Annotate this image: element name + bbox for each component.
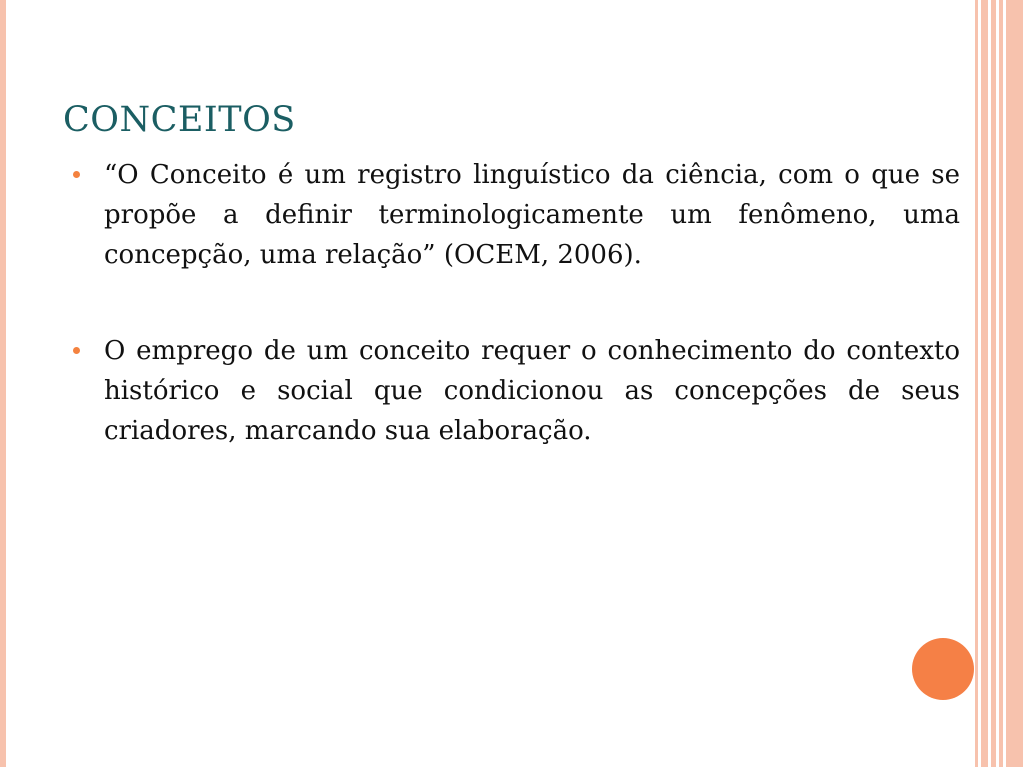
slide-title: CONCEITOS (63, 100, 296, 140)
bullet-item (70, 331, 960, 451)
right-stripe-decoration (999, 0, 1003, 767)
bullet-text: “O Conceito é um registro linguístico da ciência, com o que se propõe a definir terminologicamente um fenômeno, uma concepção, uma relação” (OCEM, 2006). (104, 160, 960, 270)
right-stripe-decoration (981, 0, 988, 767)
right-stripe-decoration (1006, 0, 1023, 767)
orange-circle-decoration (912, 638, 974, 700)
bullet-dot-icon (73, 171, 80, 178)
right-stripe-decoration (975, 0, 978, 767)
bullet-list (70, 155, 960, 451)
left-border-decoration (0, 0, 6, 767)
bullet-dot-icon (73, 347, 80, 354)
right-stripe-decoration (991, 0, 996, 767)
bullet-item (70, 155, 960, 275)
bullet-text: O emprego de um conceito requer o conhecimento do contexto histórico e social que condicionou as concepções de seus criadores, marcando sua elaboração. (104, 336, 960, 446)
